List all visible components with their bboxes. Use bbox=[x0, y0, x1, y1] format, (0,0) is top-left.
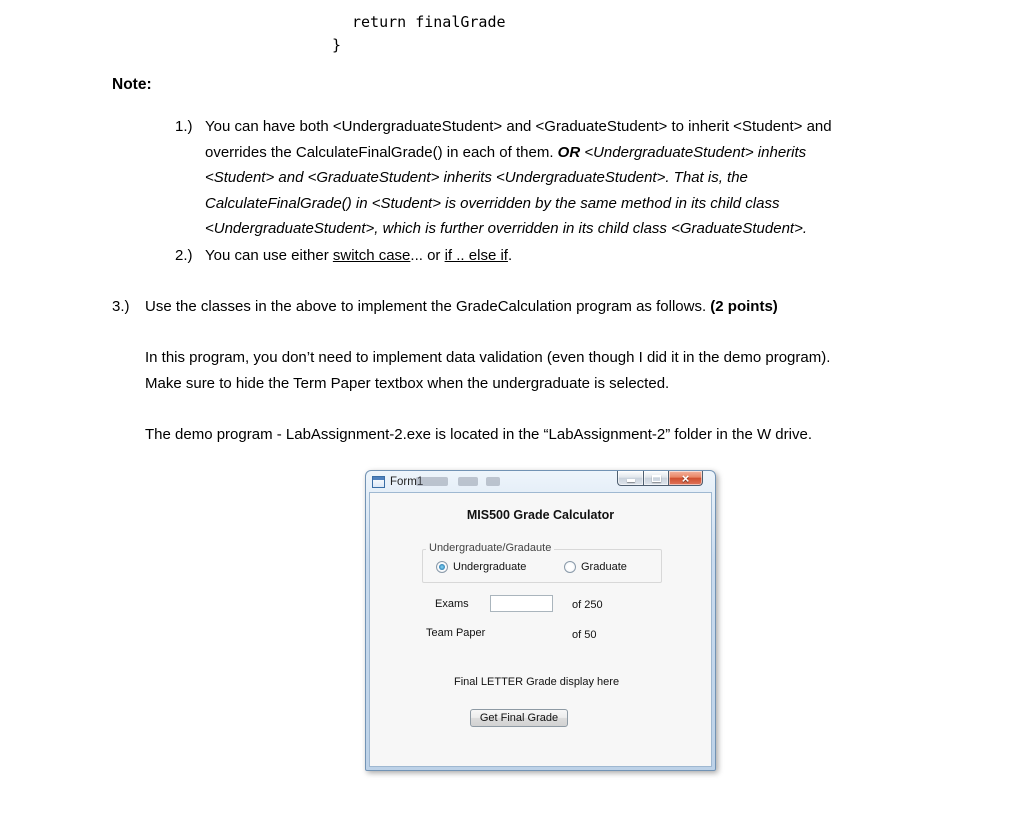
item3-normal-text: Use the classes in the above to implement the GradeCalculation program as follows. bbox=[145, 298, 711, 315]
caption-buttons bbox=[617, 471, 703, 486]
minimize-button[interactable] bbox=[617, 471, 643, 486]
close-button[interactable] bbox=[669, 471, 703, 486]
item1-or-text: OR bbox=[557, 143, 581, 161]
item2-text-3: . bbox=[507, 247, 513, 264]
term-paper-label: Team Paper bbox=[426, 627, 486, 639]
paragraph-validation: In this program, you don’t need to implement data validation (even though I did it in the demo program). Make sure to hide the Term Paper textbox when the undergraduate is selected. bbox=[145, 349, 831, 392]
final-grade-display-label: Final LETTER Grade display here bbox=[454, 676, 620, 688]
radio-unselected-icon bbox=[564, 561, 576, 573]
code-line-brace: } bbox=[332, 36, 342, 54]
list-item-2-number: 2.) bbox=[175, 247, 193, 264]
window-title: Form1 bbox=[390, 475, 424, 488]
note-heading: Note: bbox=[112, 76, 152, 93]
maximize-icon bbox=[652, 475, 661, 482]
radio-graduate[interactable] bbox=[564, 561, 627, 573]
radio-undergraduate[interactable] bbox=[436, 561, 526, 573]
list-item-2-text bbox=[205, 243, 905, 269]
titlebar-artifact bbox=[416, 477, 448, 486]
item3-points-text: (2 points) bbox=[710, 298, 778, 315]
maximize-button[interactable] bbox=[643, 471, 669, 486]
minimize-icon bbox=[627, 479, 635, 482]
form1-window bbox=[365, 470, 716, 771]
exams-max-label: of 250 bbox=[572, 599, 603, 611]
list-item-3-number: 3.) bbox=[112, 298, 130, 315]
form-heading: MIS500 Grade Calculator bbox=[466, 508, 615, 522]
code-line-return: return finalGrade bbox=[352, 13, 506, 31]
list-item-1-number: 1.) bbox=[175, 118, 193, 135]
item2-text-2: ... or bbox=[410, 247, 445, 264]
radio-undergraduate-label: Undergraduate bbox=[453, 561, 527, 573]
titlebar-artifact bbox=[458, 477, 478, 486]
get-final-grade-button[interactable]: Get Final Grade bbox=[470, 709, 568, 727]
titlebar-artifact bbox=[486, 477, 500, 486]
paragraph-demo-location: The demo program - LabAssignment-2.exe is located in the “LabAssignment-2” folder in the W drive. bbox=[145, 426, 812, 443]
exams-input[interactable] bbox=[490, 595, 553, 612]
radio-graduate-label: Graduate bbox=[581, 561, 627, 573]
item2-text-1: You can use either bbox=[205, 247, 333, 264]
form1-titlebar[interactable] bbox=[366, 471, 715, 492]
item2-switch-case: switch case bbox=[332, 247, 411, 264]
item1-normal-text: You can have both <UndergraduateStudent> and <GraduateStudent> to inherit <Student> and overrides the CalculateFinalGrade() in each of them. bbox=[205, 118, 832, 161]
radio-selected-icon bbox=[436, 561, 448, 573]
form-client-area bbox=[369, 492, 712, 767]
window-icon bbox=[372, 476, 385, 488]
list-item-1-text bbox=[205, 114, 865, 242]
list-item-3-text bbox=[145, 294, 925, 320]
term-paper-max-label: of 50 bbox=[572, 629, 597, 641]
exams-label: Exams bbox=[435, 598, 469, 610]
groupbox-label: Undergraduate/Gradaute bbox=[426, 542, 554, 554]
item1-italic-text: <UndergraduateStudent> inherits <Student> and <GraduateStudent> inherits <UndergraduateStudent>. That is, the CalculateFinalGrade() in <Student> is overridden by the same method in its child class <UndergraduateStudent>, which is further overridden in its child class <GraduateStudent>. bbox=[205, 143, 808, 238]
close-icon: × bbox=[681, 470, 690, 486]
item2-if-else-if: if .. else if bbox=[444, 247, 508, 264]
